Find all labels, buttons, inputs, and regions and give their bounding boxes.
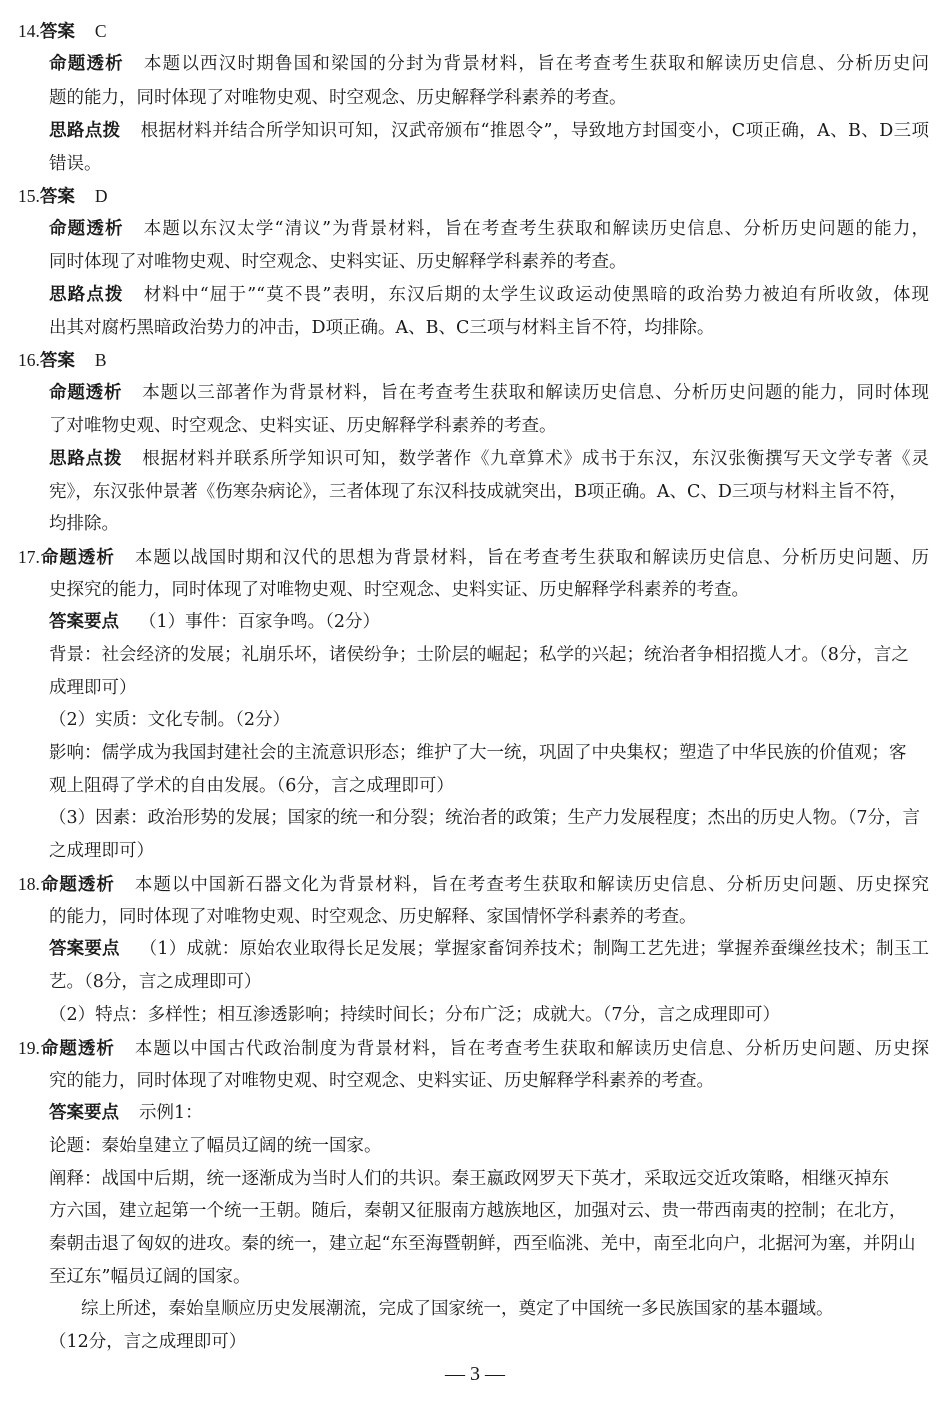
analysis-label: 命题透析 bbox=[39, 548, 115, 568]
q19-keypoints-line-7: 综上所述，秦始皇顺应历史发展潮流，完成了国家统一，奠定了中国统一多民族国家的基本疆域。 bbox=[81, 1299, 834, 1319]
answer-label: 答案 bbox=[39, 351, 75, 371]
analysis-label: 命题透析 bbox=[49, 383, 123, 403]
q17-analysis-line-2: 史探究的能力，同时体现了对唯物史观、时空观念、史料实证、历史解释学科素养的考查。 bbox=[49, 580, 749, 600]
q17-keypoints-line-6: 观上阻碍了学术的自由发展。（6分，言之成理即可） bbox=[49, 776, 454, 796]
q19-keypoints-line-5: 秦朝击退了匈奴的进攻。秦的统一，建立起“东至海暨朝鲜，西至临洮、羌中，南至北向户，北据河为塞，并阴山 bbox=[49, 1234, 916, 1254]
q15-analysis-line-2: 同时体现了对唯物史观、时空观念、史料实证、历史解释学科素养的考查。 bbox=[49, 252, 627, 272]
keypoints-label: 答案要点 bbox=[49, 939, 120, 959]
q18-analysis-line-1 bbox=[18, 872, 929, 898]
analysis-text: 本题以中国新石器文化为背景材料，旨在考查考生获取和解读历史信息、分析历史问题、历史探究 bbox=[134, 875, 930, 895]
q14-answer-line bbox=[18, 19, 898, 45]
answer-choice: B bbox=[94, 350, 107, 370]
keypoints-text: 示例1： bbox=[139, 1103, 203, 1123]
q19-analysis-line-1 bbox=[18, 1036, 929, 1062]
question-number: 14. bbox=[18, 21, 40, 41]
q17-keypoints-line-3: 成理即可） bbox=[49, 678, 137, 698]
keypoints-text: （1）成就：原始农业取得长足发展；掌握家畜饲养技术；制陶工艺先进；掌握养蚕缫丝技术；制玉工 bbox=[139, 939, 930, 959]
q18-keypoints-line-1 bbox=[49, 937, 929, 963]
q17-keypoints-line-1 bbox=[49, 610, 929, 636]
answer-label: 答案 bbox=[39, 22, 75, 42]
question-number: 17. bbox=[18, 547, 40, 567]
q18-analysis-line-2: 的能力，同时体现了对唯物史观、时空观念、历史解释、家国情怀学科素养的考查。 bbox=[49, 907, 697, 927]
keypoints-text: （1）事件：百家争鸣。（2分） bbox=[139, 612, 381, 632]
answer-choice: C bbox=[94, 21, 107, 41]
keypoints-label: 答案要点 bbox=[49, 1103, 119, 1123]
keypoints-label: 答案要点 bbox=[49, 612, 119, 632]
q16-approach-line-1 bbox=[49, 447, 929, 473]
q19-keypoints-line-8: （12分，言之成理即可） bbox=[49, 1332, 247, 1352]
approach-text: 根据材料并结合所学知识可知，汉武帝颁布“推恩令”，导致地方封国变小，C项正确，A、B、D三项 bbox=[140, 121, 930, 141]
q14-approach-line-2: 错误。 bbox=[49, 154, 102, 174]
q18-keypoints-line-3: （2）特点：多样性；相互渗透影响；持续时间长；分布广泛；成就大。（7分，言之成理即可） bbox=[49, 1005, 781, 1025]
answer-choice: D bbox=[94, 186, 108, 206]
q15-analysis-line-1 bbox=[49, 217, 929, 243]
q16-answer-line bbox=[18, 348, 898, 374]
q17-keypoints-line-4: （2）实质：文化专制。（2分） bbox=[49, 710, 291, 730]
page-number: — 3 — bbox=[445, 1363, 505, 1385]
question-number: 16. bbox=[18, 350, 40, 370]
q17-keypoints-line-7: （3）因素：政治形势的发展；国家的统一和分裂；统治者的政策；生产力发展程度；杰出的历史人物。（7分，言 bbox=[49, 808, 921, 828]
approach-label: 思路点拨 bbox=[49, 285, 124, 305]
q15-approach-line-2: 出其对腐朽黑暗政治势力的冲击，D项正确。A、B、C三项与材料主旨不符，均排除。 bbox=[49, 318, 715, 338]
analysis-text: 本题以三部著作为背景材料，旨在考查考生获取和解读历史信息、分析历史问题的能力，同时体现 bbox=[142, 383, 930, 403]
approach-text: 根据材料并联系所学知识可知，数学著作《九章算术》成书于东汉，东汉张衡撰写天文学专著《灵 bbox=[142, 449, 930, 469]
q17-keypoints-line-2: 背景：社会经济的发展；礼崩乐坏，诸侯纷争；士阶层的崛起；私学的兴起；统治者争相招揽人才。（8分，言之 bbox=[49, 645, 909, 665]
q14-analysis-line-2: 题的能力，同时体现了对唯物史观、时空观念、历史解释学科素养的考查。 bbox=[49, 88, 627, 108]
analysis-label: 命题透析 bbox=[39, 1039, 115, 1059]
q19-analysis-line-2: 究的能力，同时体现了对唯物史观、时空观念、史料实证、历史解释学科素养的考查。 bbox=[49, 1071, 714, 1091]
analysis-text: 本题以中国古代政治制度为背景材料，旨在考查考生获取和解读历史信息、分析历史问题、历史探 bbox=[134, 1039, 930, 1059]
approach-text: 材料中“屈于”“莫不畏”表明，东汉后期的太学生议政运动使黑暗的政治势力被迫有所收敛，体现 bbox=[143, 285, 929, 305]
answer-label: 答案 bbox=[39, 187, 75, 207]
analysis-label: 命题透析 bbox=[49, 54, 124, 74]
analysis-label: 命题透析 bbox=[39, 875, 115, 895]
approach-label: 思路点拨 bbox=[49, 449, 123, 469]
q19-keypoints-line-4: 方六国，建立起第一个统一王朝。随后，秦朝又征服南方越族地区，加强对云、贵一带西南夷的控制；在北方， bbox=[49, 1201, 907, 1221]
q18-keypoints-line-2: 艺。（8分，言之成理即可） bbox=[49, 972, 262, 992]
q16-approach-line-2: 宪》，东汉张仲景著《伤寒杂病论》，三者体现了东汉科技成就突出，B项正确。A、C、D三项与材料主旨不符， bbox=[49, 482, 907, 502]
question-number: 18. bbox=[18, 874, 40, 894]
q17-keypoints-line-8: 之成理即可） bbox=[49, 841, 154, 861]
analysis-text: 本题以战国时期和汉代的思想为背景材料，旨在考查考生获取和解读历史信息、分析历史问题、历 bbox=[134, 548, 930, 568]
q16-analysis-line-2: 了对唯物史观、时空观念、史料实证、历史解释学科素养的考查。 bbox=[49, 416, 557, 436]
q19-keypoints-line-2: 论题：秦始皇建立了幅员辽阔的统一国家。 bbox=[49, 1136, 382, 1156]
q15-answer-line bbox=[18, 184, 898, 210]
q17-keypoints-line-5: 影响：儒学成为我国封建社会的主流意识形态；维护了大一统，巩固了中央集权；塑造了中华民族的价值观；客 bbox=[49, 743, 907, 763]
analysis-label: 命题透析 bbox=[49, 219, 124, 239]
q16-analysis-line-1 bbox=[49, 381, 929, 407]
approach-label: 思路点拨 bbox=[49, 121, 121, 141]
question-number: 19. bbox=[18, 1038, 40, 1058]
analysis-text: 本题以东汉太学“清议”为背景材料，旨在考查考生获取和解读历史信息、分析历史问题的能力， bbox=[143, 219, 930, 239]
analysis-text: 本题以西汉时期鲁国和梁国的分封为背景材料，旨在考查考生获取和解读历史信息、分析历史问 bbox=[143, 54, 929, 74]
q17-analysis-line-1 bbox=[18, 545, 929, 571]
q19-keypoints-line-6: 至辽东”幅员辽阔的国家。 bbox=[49, 1267, 251, 1287]
question-number: 15. bbox=[18, 186, 40, 206]
q19-keypoints-line-3: 阐释：战国中后期，统一逐渐成为当时人们的共识。秦王嬴政网罗天下英才，采取远交近攻策略，相继灭掉东 bbox=[49, 1169, 889, 1189]
q14-approach-line-1 bbox=[49, 119, 929, 145]
q14-analysis-line-1 bbox=[49, 52, 929, 78]
q15-approach-line-1 bbox=[49, 283, 929, 309]
q16-approach-line-3: 均排除。 bbox=[49, 514, 119, 534]
q19-keypoints-line-1 bbox=[49, 1101, 929, 1127]
